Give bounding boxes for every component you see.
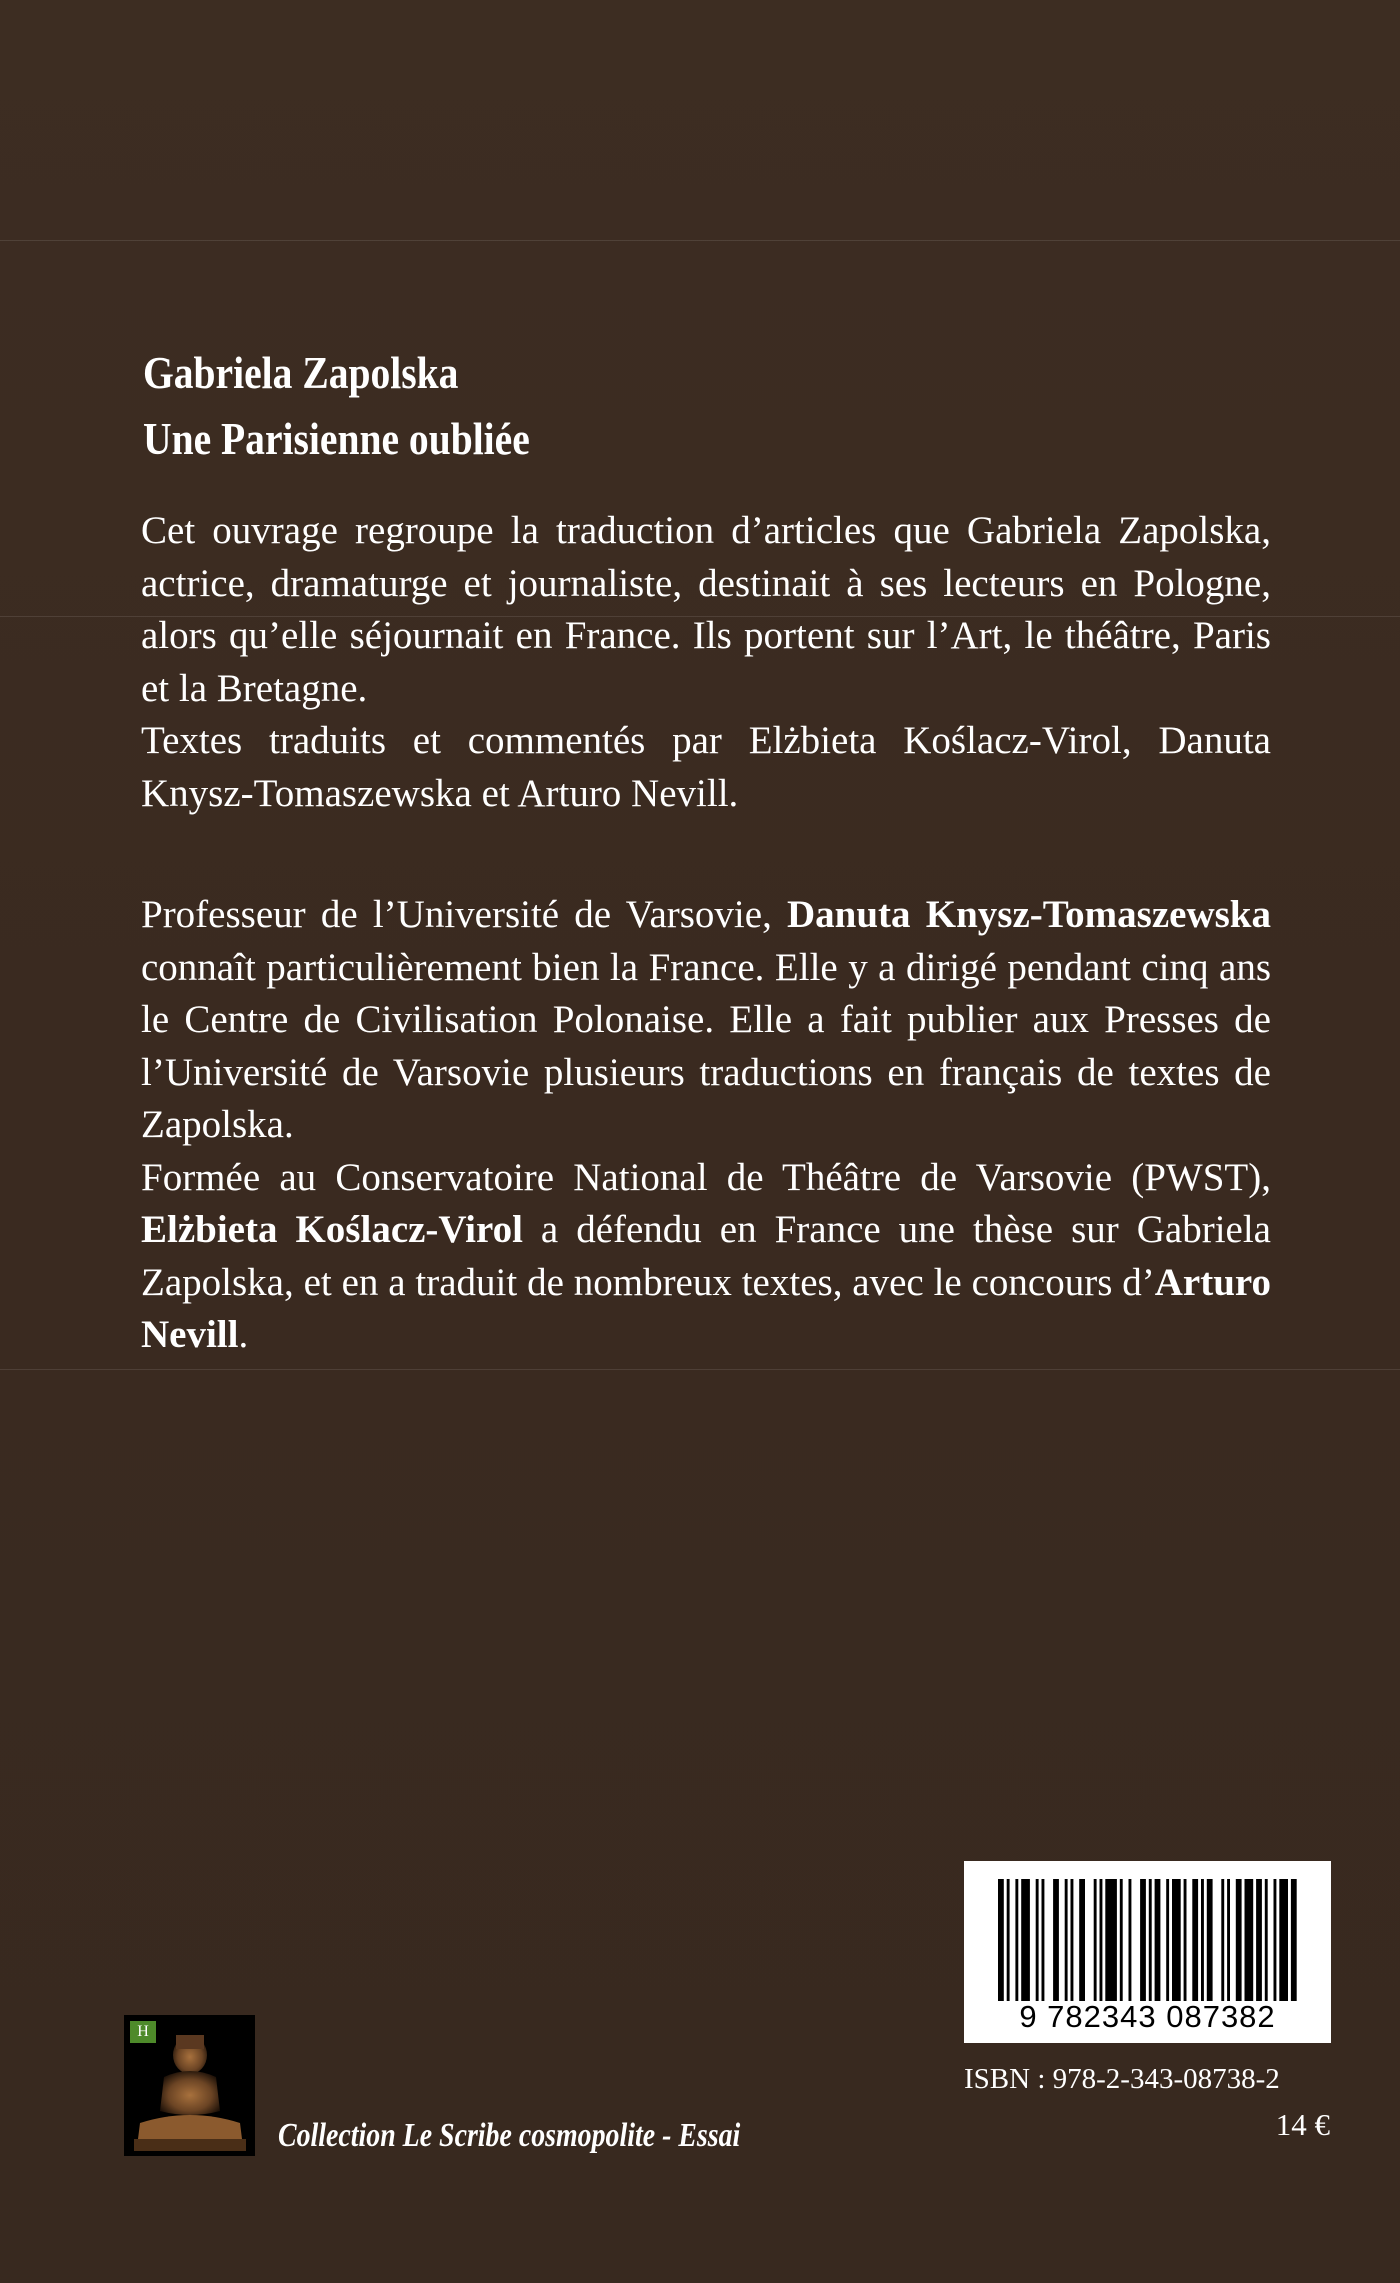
barcode-bar: [1100, 1879, 1103, 2001]
bio-koslacz: [141, 1152, 1271, 1362]
bio-knysz-name: Danuta Knysz-Tomaszewska: [787, 893, 1271, 936]
publisher-logo: [124, 2015, 255, 2156]
barcode-bar: [1279, 1879, 1288, 2001]
isbn-number: ISBN : 978-2-343-08738-2: [964, 2063, 1280, 2095]
publisher-mark: H: [130, 2021, 156, 2043]
barcode-bar: [1079, 1879, 1085, 2001]
collection-name: Collection Le Scribe cosmopolite - Essai: [278, 2117, 741, 2154]
barcode-bar: [1166, 1879, 1169, 2001]
barcode-bar: [1042, 1879, 1045, 2001]
barcode-bar: [1172, 1879, 1181, 2001]
barcode-bar: [1274, 1879, 1277, 2001]
translators-text: Textes traduits et commentés par Elżbieta Koślacz-Virol, Danuta Knysz-Tomaszewska et Arturo Nevill.: [141, 719, 1271, 815]
summary-paragraph: [141, 505, 1271, 820]
barcode-bar: [1227, 1879, 1230, 2001]
barcode-bar: [1036, 1879, 1039, 2001]
barcode-bar: [1065, 1879, 1068, 2001]
book-title: Une Parisienne oubliée: [143, 413, 530, 464]
barcode-bar: [1221, 1879, 1224, 2001]
barcode-bar: [1053, 1879, 1059, 2001]
price: 14 €: [1275, 2107, 1330, 2142]
barcode-bar: [1201, 1879, 1204, 2001]
barcode-bar: [1021, 1879, 1030, 2001]
bio-koslacz-name: Elżbieta Koślacz-Virol: [141, 1208, 523, 1251]
barcode-bar: [1207, 1879, 1213, 2001]
summary-text: Cet ouvrage regroupe la traduction d’articles que Gabriela Zapolska, actrice, dramaturge et journaliste, destinait à ses lecteurs en Pologne, alors qu’elle séjournait en France. Ils portent sur l’Art, le théâtre, Paris et la Bretagne.: [141, 509, 1271, 710]
barcode-bar: [1120, 1879, 1123, 2001]
barcode-bar: [1015, 1879, 1018, 2001]
barcode-bar: [1149, 1879, 1152, 2001]
bio-knysz-intro: Professeur de l’Université de Varsovie,: [141, 893, 788, 936]
barcode-bar: [1265, 1879, 1268, 2001]
title-block: [143, 340, 1143, 472]
barcode-bar: [1192, 1879, 1198, 2001]
bio-koslacz-mid: a défendu en France une thèse sur Gabriela Zapolska, et en a traduit de nombreux textes, avec le concours d’: [141, 1208, 1271, 1304]
barcode-bar: [1236, 1879, 1242, 2001]
panel-divider-lower: [0, 1369, 1400, 1370]
bio-paragraph: [141, 889, 1271, 1362]
barcode-bar: [1291, 1879, 1297, 2001]
barcode: [964, 1861, 1331, 2043]
bio-nevill-name: Arturo Nevill: [141, 1260, 1271, 1356]
barcode-bar: [1184, 1879, 1187, 2001]
barcode-bar: [1256, 1879, 1262, 2001]
barcode-bar: [1155, 1879, 1161, 2001]
bio-knysz-rest: connaît particulièrement bien la France. Elle y a dirigé pendant cinq ans le Centre de Civilisation Polonaise. Elle a fait publier aux Presses de l’Université de Varsovie plusieurs traductions en français de textes de Zapolska.: [141, 945, 1271, 1146]
barcode-bar: [1094, 1879, 1097, 2001]
bio-koslacz-intro: Formée au Conservatoire National de Théâtre de Varsovie (PWST),: [141, 1155, 1271, 1199]
barcode-bar: [1007, 1879, 1010, 2001]
bio-koslacz-end: .: [238, 1313, 249, 1356]
barcode-bar: [1071, 1879, 1074, 2001]
barcode-bar: [998, 1879, 1004, 2001]
barcode-bar: [1140, 1879, 1146, 2001]
barcode-bar: [1129, 1879, 1132, 2001]
panel-divider-top: [0, 240, 1400, 241]
bio-knysz: [141, 889, 1271, 1152]
barcode-bar: [1105, 1879, 1117, 2001]
barcode-digits: 9 782343 087382: [1019, 1999, 1276, 2034]
author-name: Gabriela Zapolska: [143, 347, 459, 398]
barcode-bar: [1245, 1879, 1254, 2001]
